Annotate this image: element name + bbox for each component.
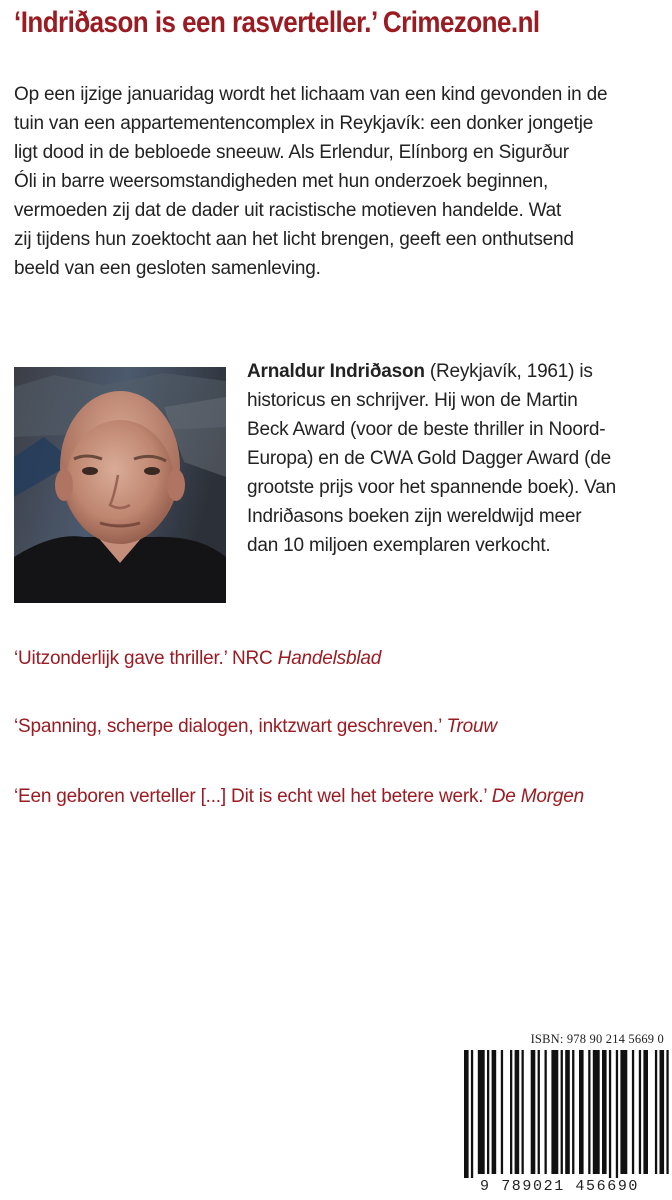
barcode-bars xyxy=(458,1050,672,1178)
blurb-line: beeld van een gesloten samenleving. xyxy=(14,258,321,279)
quote-source: De Morgen xyxy=(491,786,584,807)
barcode-bar xyxy=(616,1050,618,1178)
quote-text: ‘Uitzonderlijk gave thriller.’ NRC xyxy=(14,648,278,669)
barcode-bar xyxy=(655,1050,657,1174)
barcode-digits: 9 789021 456690 xyxy=(480,1178,640,1195)
author-photo xyxy=(14,367,226,603)
review-quote xyxy=(14,716,497,738)
barcode-bar xyxy=(602,1050,607,1174)
barcode-bar xyxy=(639,1050,641,1174)
blurb-line: Op een ijzige januaridag wordt het lichaam van een kind gevonden in de xyxy=(14,84,608,105)
review-quote xyxy=(14,648,381,670)
barcode-bar xyxy=(643,1050,648,1174)
barcode-bar xyxy=(660,1050,665,1174)
headline-quote: ‘Indriðason is een rasverteller.’ Crimezone.nl xyxy=(14,6,540,39)
barcode-bar xyxy=(545,1050,547,1174)
barcode-bar xyxy=(632,1050,634,1174)
author-birth: (Reykjavík, 1961) is xyxy=(424,361,593,382)
barcode-bar xyxy=(561,1050,563,1174)
barcode-bar xyxy=(609,1050,611,1178)
book-blurb xyxy=(14,80,662,283)
bio-line: Beck Award (voor de beste thriller in Noord- xyxy=(247,419,606,440)
barcode-bar xyxy=(531,1050,536,1174)
isbn-label: ISBN: 978 90 214 5669 0 xyxy=(530,1032,664,1046)
blurb-line: ligt dood in de bebloede sneeuw. Als Erlendur, Elínborg en Sigurður xyxy=(14,142,569,163)
bio-line: grootste prijs voor het spannende boek). Van xyxy=(247,477,616,498)
author-name: Arnaldur Indriðason xyxy=(247,361,425,382)
barcode-bar xyxy=(593,1050,600,1174)
barcode-bar xyxy=(478,1050,485,1174)
bio-line: dan 10 miljoen exemplaren verkocht. xyxy=(247,535,551,556)
barcode-bar xyxy=(620,1050,627,1174)
bio-line: Indriðasons boeken zijn wereldwijd meer xyxy=(247,506,582,527)
review-quote xyxy=(14,786,584,808)
barcode-bar xyxy=(471,1050,473,1178)
barcode-bar xyxy=(464,1050,469,1178)
barcode-bar xyxy=(588,1050,590,1174)
blurb-line: vermoeden zij dat de dader uit racistische motieven handelde. Wat xyxy=(14,200,562,221)
barcode-bar xyxy=(538,1050,540,1174)
quote-text: ‘Een geboren verteller [...] Dit is echt wel het betere werk.’ xyxy=(14,786,492,807)
bio-first-line xyxy=(247,357,667,386)
barcode-bar xyxy=(487,1050,489,1174)
barcode-bar xyxy=(510,1050,512,1174)
author-bio xyxy=(247,357,667,560)
barcode-bar xyxy=(572,1050,574,1174)
isbn-barcode xyxy=(458,1032,672,1200)
bio-line: historicus en schrijver. Hij won de Martin xyxy=(247,390,578,411)
barcode-bar xyxy=(522,1050,524,1174)
bio-line: Europa) en de CWA Gold Dagger Award (de xyxy=(247,448,611,469)
author-portrait-image xyxy=(14,367,226,603)
barcode-bar xyxy=(492,1050,497,1174)
quote-source: Trouw xyxy=(446,716,497,737)
quote-text: ‘Spanning, scherpe dialogen, inktzwart geschreven.’ xyxy=(14,716,447,737)
blurb-line: tuin van een appartementencomplex in Reykjavík: een donker jongetje xyxy=(14,113,594,134)
barcode-bar xyxy=(666,1050,668,1174)
blurb-line: zij tijdens hun zoektocht aan het licht brengen, geeft een onthutsend xyxy=(14,229,574,250)
barcode-bar xyxy=(501,1050,503,1174)
quote-source: Handelsblad xyxy=(277,648,382,669)
blurb-line: Óli in barre weersomstandigheden met hun onderzoek beginnen, xyxy=(14,171,549,192)
barcode-bar xyxy=(579,1050,584,1174)
barcode-bar xyxy=(515,1050,520,1174)
barcode-bar xyxy=(551,1050,558,1174)
barcode-bar xyxy=(565,1050,570,1174)
